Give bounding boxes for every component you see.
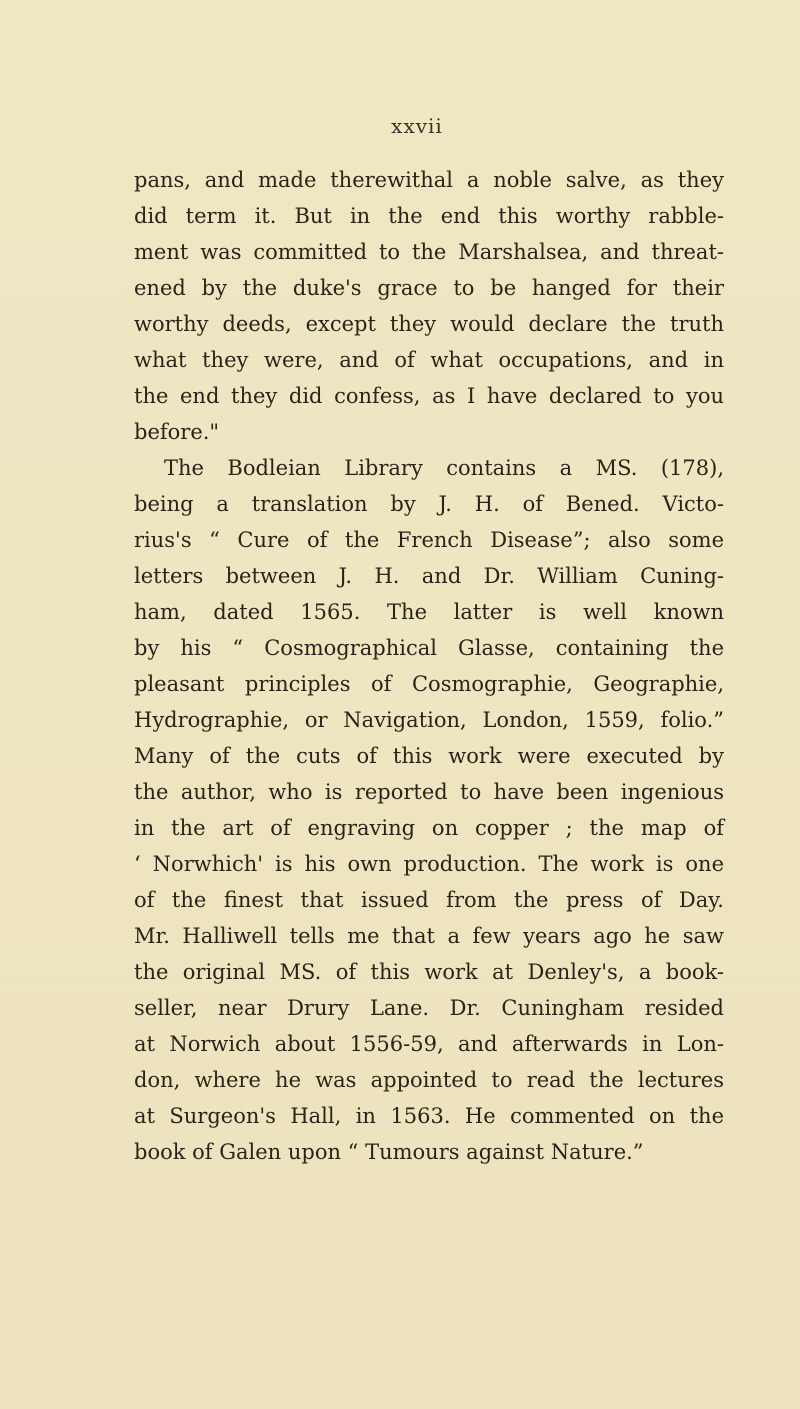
text-line: don, where he was appointed to read the lectures bbox=[134, 1068, 724, 1092]
text-line: Many of the cuts of this work were executed by bbox=[134, 744, 724, 768]
text-line: the author, who is reported to have been ingenious bbox=[134, 780, 724, 804]
text-line: Hydrographie, or Navigation, London, 1559, folio.” bbox=[134, 708, 724, 732]
text-line: letters between J. H. and Dr. William Cuning- bbox=[134, 564, 724, 588]
text-line: ‘ Norwhich' is his own production. The work is one bbox=[134, 852, 724, 876]
page-number: xxvii bbox=[391, 114, 443, 138]
text-line: what they were, and of what occupations, and in bbox=[134, 348, 724, 372]
text-line: in the art of engraving on copper ; the map of bbox=[134, 816, 724, 840]
text-line: The Bodleian Library contains a MS. (178), bbox=[164, 456, 724, 480]
text-line: the original MS. of this work at Denley's, a book- bbox=[134, 960, 724, 984]
text-line: rius's “ Cure of the French Disease”; also some bbox=[134, 528, 724, 552]
text-line: worthy deeds, except they would declare the truth bbox=[134, 312, 724, 336]
text-line: Mr. Halliwell tells me that a few years ago he saw bbox=[134, 924, 724, 948]
body-text bbox=[134, 162, 724, 1170]
text-line: pleasant principles of Cosmographie, Geographie, bbox=[134, 672, 724, 696]
text-line: book of Galen upon “ Tumours against Nature.” bbox=[134, 1140, 644, 1164]
text-line: by his “ Cosmographical Glasse, containing the bbox=[134, 636, 724, 660]
text-line: being a translation by J. H. of Bened. Victo- bbox=[134, 492, 724, 516]
text-line: seller, near Drury Lane. Dr. Cuningham resided bbox=[134, 996, 724, 1020]
text-line: before." bbox=[134, 420, 220, 444]
text-line: pans, and made therewithal a noble salve, as they bbox=[134, 168, 724, 192]
text-line: ened by the duke's grace to be hanged for their bbox=[134, 276, 724, 300]
text-line: did term it. But in the end this worthy rabble- bbox=[134, 204, 724, 228]
text-line: the end they did confess, as I have declared to you bbox=[134, 384, 724, 408]
text-line: ham, dated 1565. The latter is well known bbox=[134, 600, 724, 624]
text-line: at Surgeon's Hall, in 1563. He commented on the bbox=[134, 1104, 724, 1128]
text-line: ment was committed to the Marshalsea, and threat- bbox=[134, 240, 724, 264]
text-line: of the finest that issued from the press of Day. bbox=[134, 888, 724, 912]
text-line: at Norwich about 1556-59, and afterwards in Lon- bbox=[134, 1032, 724, 1056]
